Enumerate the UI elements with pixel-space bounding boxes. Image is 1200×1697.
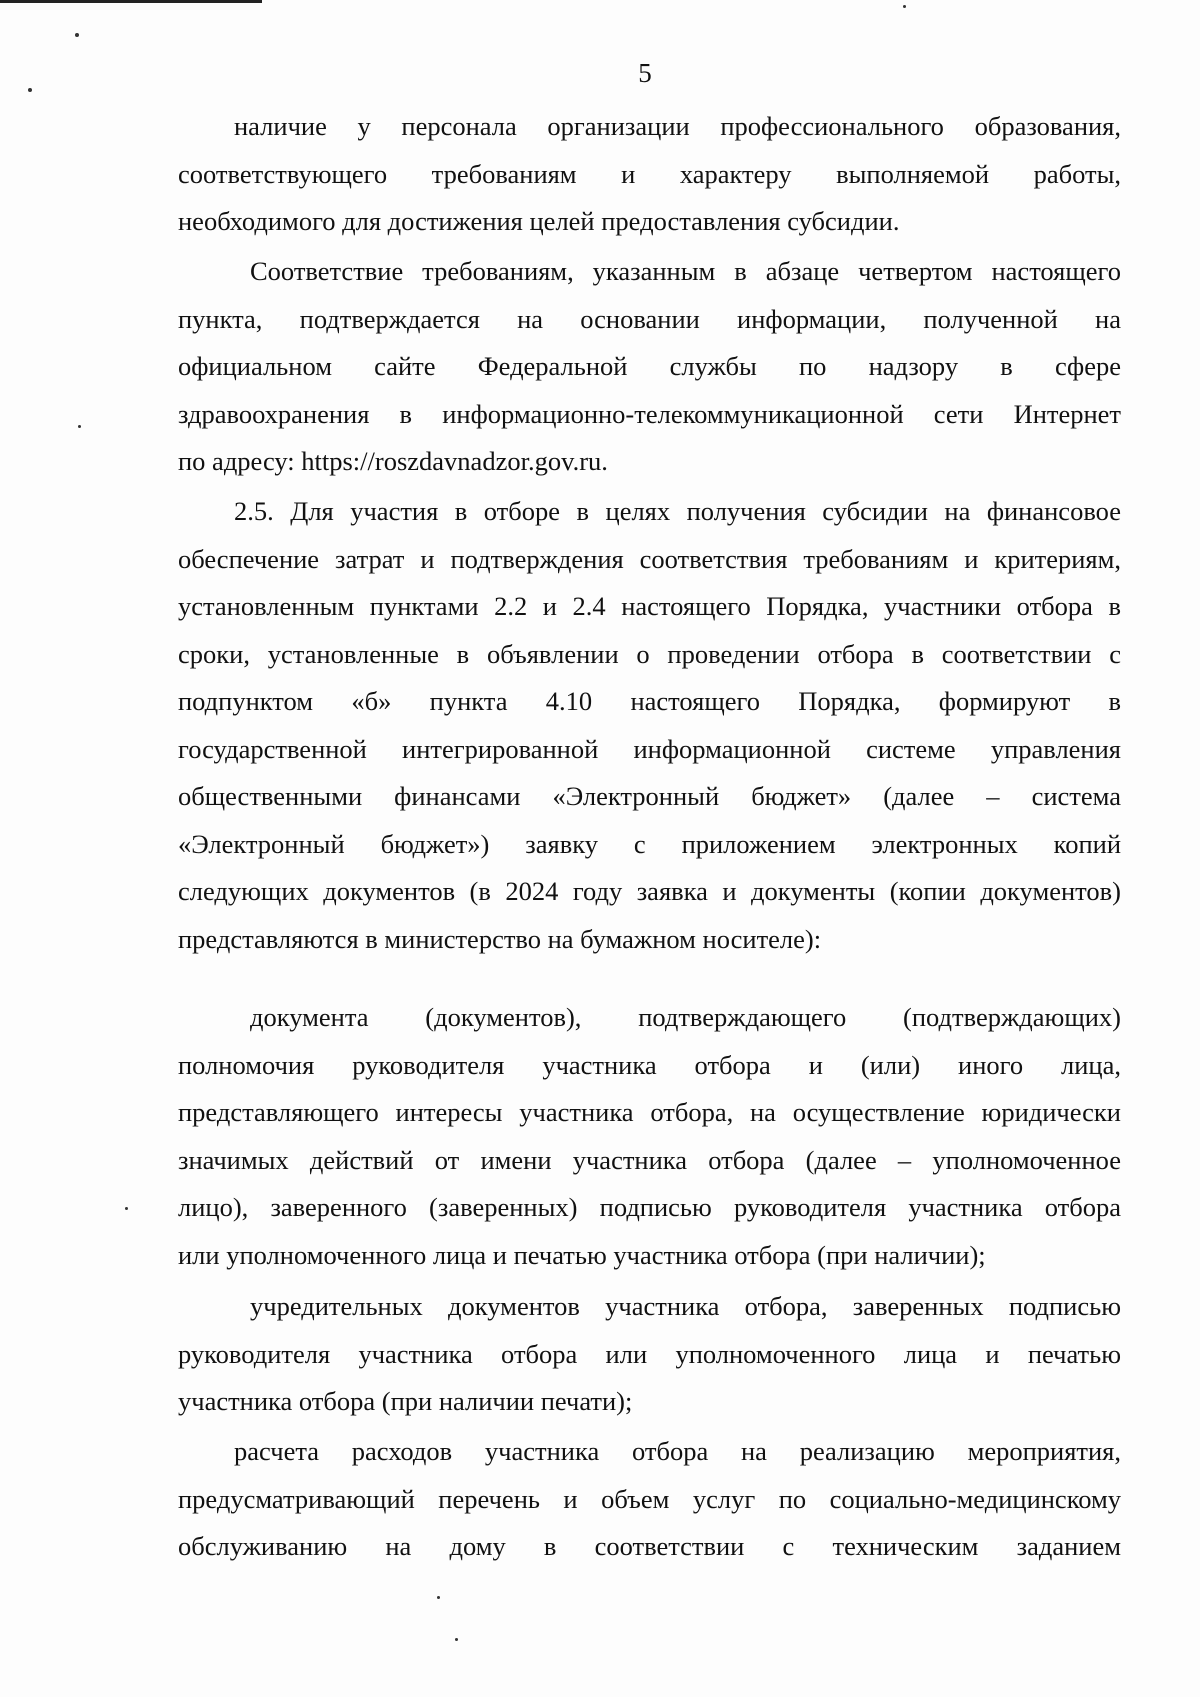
text-line: здравоохранения в информационно-телекоммуникационной сети Интернет <box>178 398 1121 429</box>
text-line: руководителя участника отбора или уполномоченного лица и печатью <box>178 1338 1121 1369</box>
paragraph-3 <box>178 488 1121 963</box>
text-line: государственной интегрированной информационной системе управления <box>178 733 1121 764</box>
text-line: представляются в министерство на бумажном носителе): <box>178 923 822 954</box>
paragraph-6 <box>178 1428 1121 1571</box>
text-line: сроки, установленные в объявлении о проведении отбора в соответствии с <box>178 638 1121 669</box>
text-line: предусматривающий перечень и объем услуг по социально-медицинскому <box>178 1483 1121 1514</box>
text-line: следующих документов (в 2024 году заявка и документы (копии документов) <box>178 876 1121 906</box>
text-line: пункта, подтверждается на основании информации, полученной на <box>178 303 1121 334</box>
scan-edge-rule <box>0 0 262 3</box>
text-line: установленным пунктами 2.2 и 2.4 настоящего Порядка, участники отбора в <box>178 591 1121 621</box>
scan-speck <box>75 33 79 37</box>
text-line: обслуживанию на дому в соответствии с техническим заданием <box>178 1531 1121 1561</box>
text-line: общественными финансами «Электронный бюджет» (далее – система <box>178 781 1121 811</box>
text-line: значимых действий от имени участника отбора (далее – уполномоченное <box>178 1144 1121 1175</box>
scan-speck <box>437 1596 440 1599</box>
text-line: документа (документов), подтверждающего (подтверждающих) <box>250 1002 1121 1032</box>
text-line: Соответствие требованиям, указанным в абзаце четвертом настоящего <box>250 256 1121 286</box>
text-line: наличие у персонала организации профессионального образования, <box>234 111 1121 141</box>
text-line: или уполномоченного лица и печатью участника отбора (при наличии); <box>178 1239 986 1270</box>
text-line: по адресу: https://roszdavnadzor.gov.ru. <box>178 446 608 476</box>
text-line: необходимого для достижения целей предоставления субсидии. <box>178 206 900 236</box>
text-line: расчета расходов участника отбора на реализацию мероприятия, <box>234 1436 1121 1466</box>
paragraph-1 <box>178 103 1121 246</box>
text-line: официальном сайте Федеральной службы по надзору в сфере <box>178 351 1121 381</box>
paragraph-2 <box>178 248 1121 486</box>
scan-speck <box>28 88 32 92</box>
text-line: участника отбора (при наличии печати); <box>178 1386 633 1416</box>
scan-speck <box>455 1638 458 1641</box>
text-line: представляющего интересы участника отбора, на осуществление юридически <box>178 1097 1121 1127</box>
text-line: лицо), заверенного (заверенных) подписью руководителя участника отбора <box>178 1192 1121 1222</box>
scan-speck <box>903 5 906 8</box>
text-line: «Электронный бюджет») заявку с приложением электронных копий <box>178 828 1121 859</box>
paragraph-4 <box>178 994 1121 1279</box>
paragraph-5 <box>178 1283 1121 1426</box>
text-line: полномочия руководителя участника отбора и (или) иного лица, <box>178 1049 1121 1080</box>
scan-speck <box>78 425 81 428</box>
text-line: 2.5. Для участия в отборе в целях получения субсидии на финансовое <box>234 496 1121 526</box>
text-line: подпунктом «б» пункта 4.10 настоящего Порядка, формируют в <box>178 686 1121 716</box>
page-number: 5 <box>638 58 652 88</box>
text-line: учредительных документов участника отбора, заверенных подписью <box>250 1291 1121 1321</box>
scan-speck <box>125 1207 128 1210</box>
text-line: соответствующего требованиям и характеру выполняемой работы, <box>178 158 1121 189</box>
text-line: обеспечение затрат и подтверждения соответствия требованиям и критериям, <box>178 543 1121 574</box>
